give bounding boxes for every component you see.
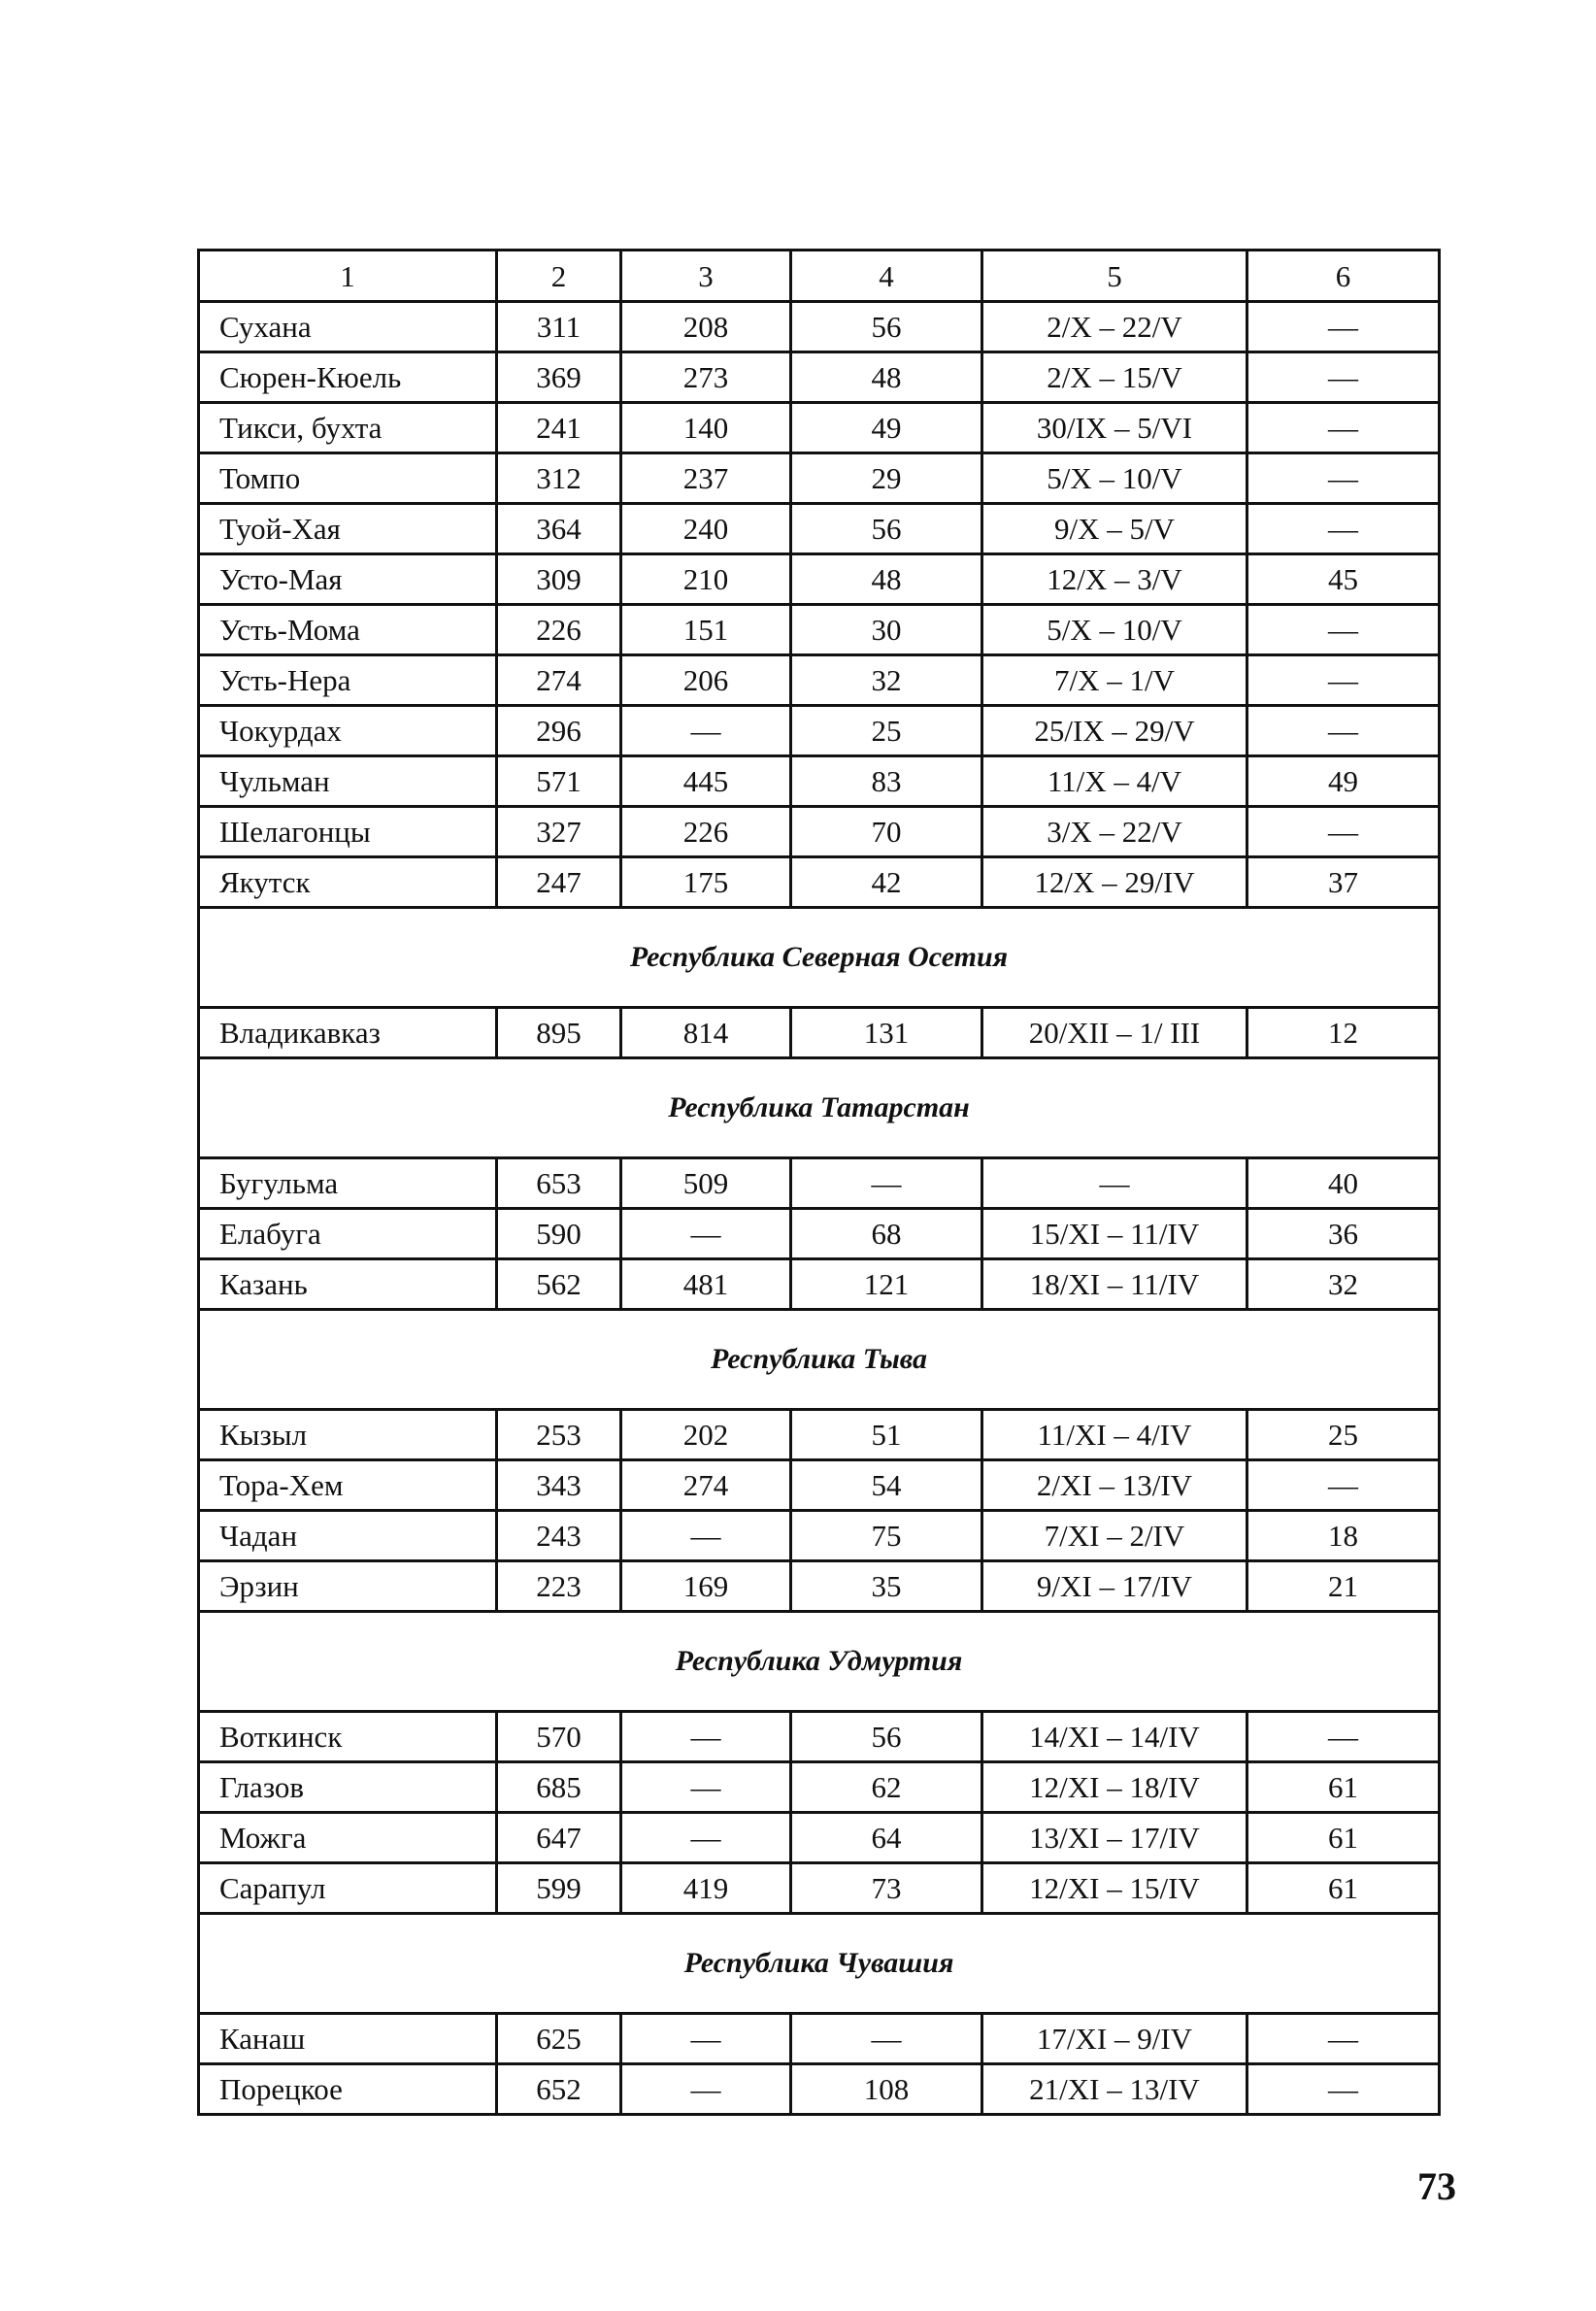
- station-name-cell: Бугульма: [199, 1158, 497, 1209]
- table-cell: 21/XI – 13/IV: [982, 2064, 1247, 2115]
- table-cell: 210: [621, 554, 791, 605]
- table-row: [199, 1259, 1440, 1310]
- table-cell: 35: [791, 1561, 982, 1612]
- station-name-cell: Воткинск: [199, 1712, 497, 1762]
- table-cell: 9/XI – 17/IV: [982, 1561, 1247, 1612]
- table-cell: 9/X – 5/V: [982, 504, 1247, 554]
- station-name-cell: Туой-Хая: [199, 504, 497, 554]
- station-name-cell: Канаш: [199, 2014, 497, 2064]
- table-cell: 685: [497, 1762, 621, 1813]
- table-cell: 56: [791, 302, 982, 352]
- table-cell: 18: [1247, 1511, 1440, 1561]
- station-name-cell: Усть-Мома: [199, 605, 497, 655]
- table-cell: 30/IX – 5/VI: [982, 403, 1247, 453]
- table-row: [199, 2064, 1440, 2115]
- table-cell: 327: [497, 807, 621, 857]
- table-row: [199, 756, 1440, 807]
- station-name-cell: Владикавказ: [199, 1008, 497, 1058]
- station-name-cell: Сюрен-Кюель: [199, 352, 497, 403]
- station-name-cell: Глазов: [199, 1762, 497, 1813]
- table-cell: —: [1247, 807, 1440, 857]
- table-cell: 49: [791, 403, 982, 453]
- table-cell: 11/X – 4/V: [982, 756, 1247, 807]
- table-cell: 445: [621, 756, 791, 807]
- table-cell: 169: [621, 1561, 791, 1612]
- table-cell: 151: [621, 605, 791, 655]
- table-cell: —: [1247, 2064, 1440, 2115]
- table-cell: 62: [791, 1762, 982, 1813]
- column-header: 2: [497, 251, 621, 302]
- table-cell: 7/XI – 2/IV: [982, 1511, 1247, 1561]
- table-cell: —: [621, 2014, 791, 2064]
- station-name-cell: Шелагонцы: [199, 807, 497, 857]
- table-cell: 45: [1247, 554, 1440, 605]
- station-name-cell: Томпо: [199, 453, 497, 504]
- table-cell: 652: [497, 2064, 621, 2115]
- table-cell: 17/XI – 9/IV: [982, 2014, 1247, 2064]
- table-cell: 562: [497, 1259, 621, 1310]
- region-section-title: Республика Тыва: [199, 1310, 1440, 1410]
- table-cell: —: [621, 2064, 791, 2115]
- station-name-cell: Казань: [199, 1259, 497, 1310]
- station-name-cell: Чокурдах: [199, 706, 497, 756]
- table-row: [199, 1410, 1440, 1460]
- table-row: [199, 655, 1440, 706]
- table-cell: 223: [497, 1561, 621, 1612]
- table-cell: 108: [791, 2064, 982, 2115]
- table-cell: 653: [497, 1158, 621, 1209]
- table-cell: 647: [497, 1813, 621, 1863]
- region-section-row: [199, 1612, 1440, 1712]
- table-cell: 13/XI – 17/IV: [982, 1813, 1247, 1863]
- table-cell: 32: [791, 655, 982, 706]
- table-cell: —: [621, 1511, 791, 1561]
- region-section-row: [199, 1058, 1440, 1158]
- table-cell: 590: [497, 1209, 621, 1259]
- table-cell: 25: [791, 706, 982, 756]
- table-cell: 48: [791, 554, 982, 605]
- table-body: [199, 251, 1440, 2115]
- table-cell: 481: [621, 1259, 791, 1310]
- region-section-row: [199, 908, 1440, 1008]
- table-row: [199, 2014, 1440, 2064]
- table-cell: —: [1247, 453, 1440, 504]
- table-cell: —: [1247, 1712, 1440, 1762]
- table-cell: 12: [1247, 1008, 1440, 1058]
- table-cell: 56: [791, 504, 982, 554]
- station-name-cell: Эрзин: [199, 1561, 497, 1612]
- region-section-title: Республика Удмуртия: [199, 1612, 1440, 1712]
- table-cell: 206: [621, 655, 791, 706]
- region-section-row: [199, 1914, 1440, 2014]
- table-cell: 56: [791, 1712, 982, 1762]
- table-cell: 64: [791, 1813, 982, 1863]
- table-cell: 20/XII – 1/ III: [982, 1008, 1247, 1058]
- table-cell: 226: [621, 807, 791, 857]
- table-cell: 140: [621, 403, 791, 453]
- table-row: [199, 504, 1440, 554]
- station-name-cell: Чадан: [199, 1511, 497, 1561]
- table-row: [199, 403, 1440, 453]
- table-row: [199, 1209, 1440, 1259]
- table-cell: 343: [497, 1460, 621, 1511]
- table-cell: 226: [497, 605, 621, 655]
- table-cell: 571: [497, 756, 621, 807]
- table-cell: 311: [497, 302, 621, 352]
- table-cell: 625: [497, 2014, 621, 2064]
- table-cell: —: [791, 2014, 982, 2064]
- station-name-cell: Порецкое: [199, 2064, 497, 2115]
- table-row: [199, 1813, 1440, 1863]
- station-name-cell: Можга: [199, 1813, 497, 1863]
- table-cell: 49: [1247, 756, 1440, 807]
- station-name-cell: Тикси, бухта: [199, 403, 497, 453]
- station-name-cell: Тора-Хем: [199, 1460, 497, 1511]
- table-cell: 131: [791, 1008, 982, 1058]
- column-header: 1: [199, 251, 497, 302]
- table-cell: 73: [791, 1863, 982, 1914]
- table-row: [199, 1863, 1440, 1914]
- table-cell: 369: [497, 352, 621, 403]
- table-cell: —: [1247, 706, 1440, 756]
- page-number: 73: [1417, 2164, 1456, 2208]
- table-cell: 274: [497, 655, 621, 706]
- table-row: [199, 352, 1440, 403]
- table-cell: 419: [621, 1863, 791, 1914]
- station-name-cell: Елабуга: [199, 1209, 497, 1259]
- region-section-title: Республика Северная Осетия: [199, 908, 1440, 1008]
- station-name-cell: Усто-Мая: [199, 554, 497, 605]
- table-cell: 814: [621, 1008, 791, 1058]
- table-row: [199, 1511, 1440, 1561]
- table-cell: 253: [497, 1410, 621, 1460]
- table-cell: 36: [1247, 1209, 1440, 1259]
- table-cell: 296: [497, 706, 621, 756]
- table-cell: —: [1247, 2014, 1440, 2064]
- table-cell: 2/X – 15/V: [982, 352, 1247, 403]
- table-cell: 364: [497, 504, 621, 554]
- table-cell: 29: [791, 453, 982, 504]
- column-header: 6: [1247, 251, 1440, 302]
- table-cell: —: [621, 1813, 791, 1863]
- station-name-cell: Сарапул: [199, 1863, 497, 1914]
- table-cell: 570: [497, 1712, 621, 1762]
- table-row: [199, 453, 1440, 504]
- table-cell: 2/XI – 13/IV: [982, 1460, 1247, 1511]
- table-cell: 54: [791, 1460, 982, 1511]
- table-cell: —: [1247, 504, 1440, 554]
- table-cell: 240: [621, 504, 791, 554]
- table-cell: 40: [1247, 1158, 1440, 1209]
- table-cell: 75: [791, 1511, 982, 1561]
- table-cell: 12/XI – 15/IV: [982, 1863, 1247, 1914]
- table-row: [199, 1561, 1440, 1612]
- table-cell: 895: [497, 1008, 621, 1058]
- table-cell: 241: [497, 403, 621, 453]
- table-cell: 42: [791, 857, 982, 908]
- table-cell: 68: [791, 1209, 982, 1259]
- table-cell: 14/XI – 14/IV: [982, 1712, 1247, 1762]
- column-header: 5: [982, 251, 1247, 302]
- table-cell: 309: [497, 554, 621, 605]
- table-row: [199, 1008, 1440, 1058]
- table-cell: 243: [497, 1511, 621, 1561]
- table-cell: 61: [1247, 1813, 1440, 1863]
- table-cell: 274: [621, 1460, 791, 1511]
- table-cell: 32: [1247, 1259, 1440, 1310]
- table-cell: 12/X – 3/V: [982, 554, 1247, 605]
- table-cell: —: [1247, 1460, 1440, 1511]
- column-header-row: [199, 251, 1440, 302]
- table-row: [199, 554, 1440, 605]
- table-cell: 599: [497, 1863, 621, 1914]
- table-cell: —: [1247, 403, 1440, 453]
- table-cell: 12/X – 29/IV: [982, 857, 1247, 908]
- table-row: [199, 1712, 1440, 1762]
- region-section-row: [199, 1310, 1440, 1410]
- table-cell: 61: [1247, 1762, 1440, 1813]
- column-header: 4: [791, 251, 982, 302]
- table-cell: 25: [1247, 1410, 1440, 1460]
- table-cell: 51: [791, 1410, 982, 1460]
- climate-data-table: [197, 249, 1441, 2116]
- table-cell: —: [621, 1762, 791, 1813]
- table-cell: 61: [1247, 1863, 1440, 1914]
- table-cell: 37: [1247, 857, 1440, 908]
- station-name-cell: Якутск: [199, 857, 497, 908]
- table-row: [199, 807, 1440, 857]
- table-cell: 30: [791, 605, 982, 655]
- table-cell: —: [982, 1158, 1247, 1209]
- table-cell: 2/X – 22/V: [982, 302, 1247, 352]
- table-cell: 12/XI – 18/IV: [982, 1762, 1247, 1813]
- table-cell: 7/X – 1/V: [982, 655, 1247, 706]
- table-cell: —: [621, 1209, 791, 1259]
- table-cell: 237: [621, 453, 791, 504]
- table-cell: 312: [497, 453, 621, 504]
- table-cell: 175: [621, 857, 791, 908]
- station-name-cell: Усть-Нера: [199, 655, 497, 706]
- region-section-title: Республика Татарстан: [199, 1058, 1440, 1158]
- station-name-cell: Чульман: [199, 756, 497, 807]
- table-cell: 70: [791, 807, 982, 857]
- table-cell: —: [1247, 655, 1440, 706]
- table-row: [199, 857, 1440, 908]
- table-cell: 121: [791, 1259, 982, 1310]
- table-cell: 83: [791, 756, 982, 807]
- table-cell: 208: [621, 302, 791, 352]
- table-cell: —: [1247, 605, 1440, 655]
- table-cell: 273: [621, 352, 791, 403]
- table-cell: 5/X – 10/V: [982, 453, 1247, 504]
- table-row: [199, 1158, 1440, 1209]
- table-cell: 509: [621, 1158, 791, 1209]
- table-cell: —: [621, 706, 791, 756]
- table-cell: —: [1247, 302, 1440, 352]
- table-cell: —: [791, 1158, 982, 1209]
- table-cell: 15/XI – 11/IV: [982, 1209, 1247, 1259]
- table-cell: 247: [497, 857, 621, 908]
- column-header: 3: [621, 251, 791, 302]
- table-cell: 21: [1247, 1561, 1440, 1612]
- station-name-cell: Кызыл: [199, 1410, 497, 1460]
- table-row: [199, 302, 1440, 352]
- table-row: [199, 1460, 1440, 1511]
- table-row: [199, 1762, 1440, 1813]
- table-cell: 202: [621, 1410, 791, 1460]
- table-cell: 25/IX – 29/V: [982, 706, 1247, 756]
- table-cell: 11/XI – 4/IV: [982, 1410, 1247, 1460]
- region-section-title: Республика Чувашия: [199, 1914, 1440, 2014]
- station-name-cell: Сухана: [199, 302, 497, 352]
- table-cell: 3/X – 22/V: [982, 807, 1247, 857]
- table-row: [199, 605, 1440, 655]
- table-cell: 48: [791, 352, 982, 403]
- table-cell: —: [1247, 352, 1440, 403]
- table-cell: —: [621, 1712, 791, 1762]
- table-cell: 5/X – 10/V: [982, 605, 1247, 655]
- table-row: [199, 706, 1440, 756]
- table-cell: 18/XI – 11/IV: [982, 1259, 1247, 1310]
